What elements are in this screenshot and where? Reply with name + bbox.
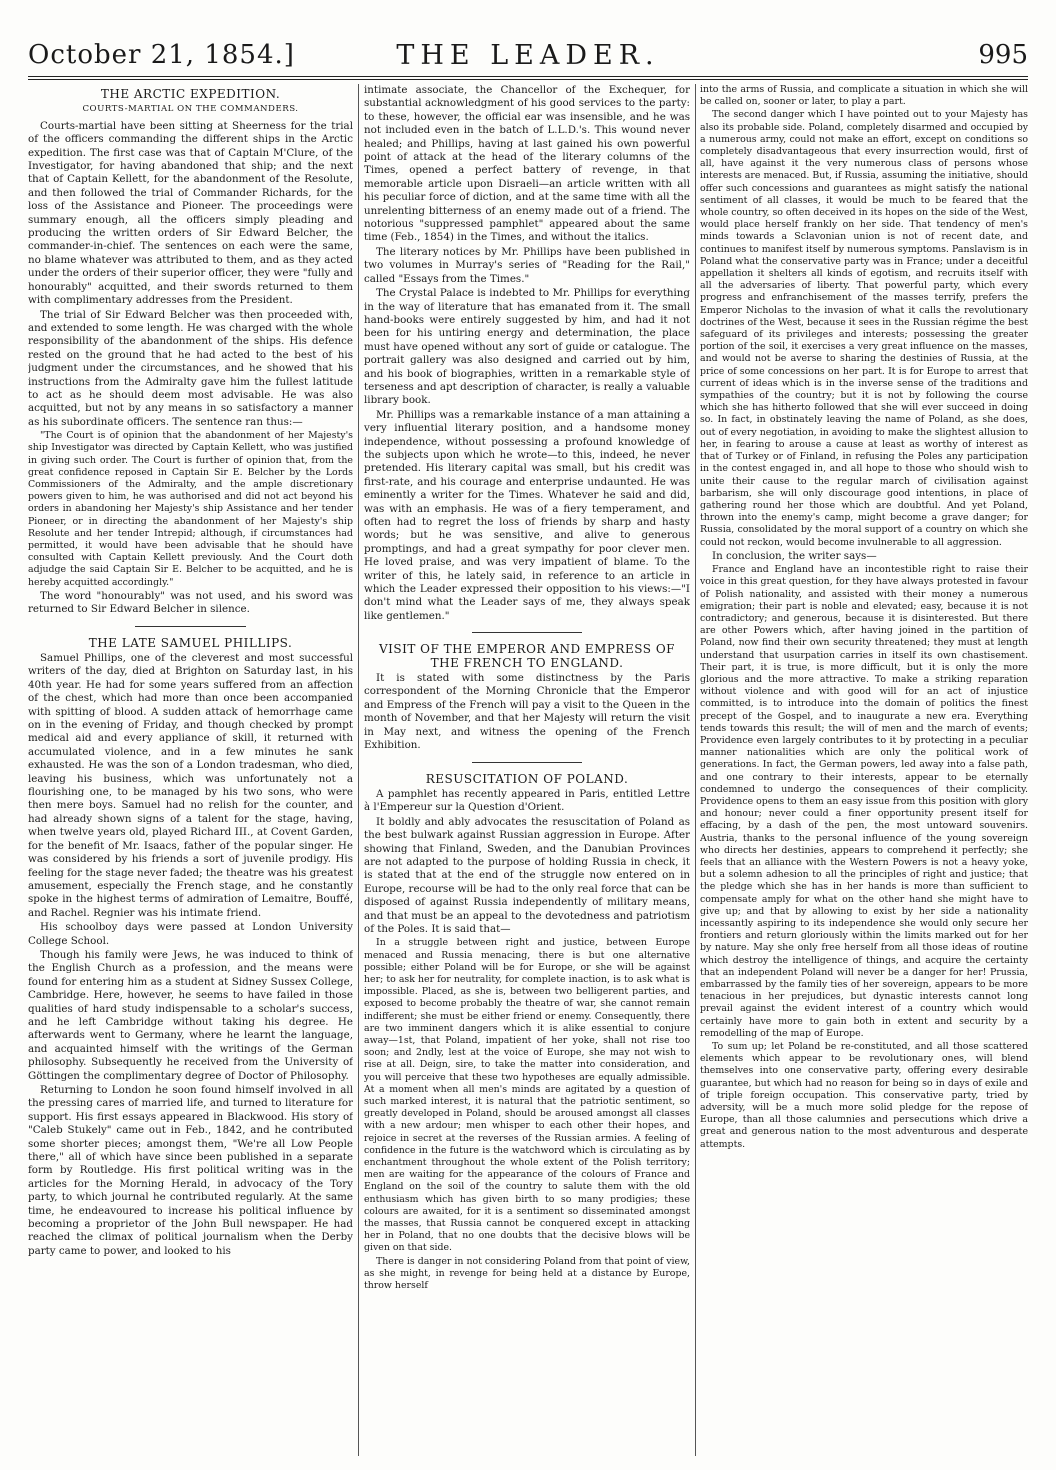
article-paragraph: It boldly and ably advocates the resuscitation of Poland as the best bulwark against Russian aggression in Europe. After showing that Finland, Sweden, and the Danubian Provinces are not adapted to the purpose of holding Russia in check, it is stated that at the end of the struggle now entered on in Europe, recourse will be had to the only real force that can be disposed of against Russia independently of military means, and that must be an appeal to the devotedness and patriotism of the Poles. It is said that— <box>364 815 690 935</box>
article-separator <box>472 632 583 633</box>
article-paragraph: intimate associate, the Chancellor of the Exchequer, for substantial acknowledgment of his good services to the party: to these, however, the official ear was insensible, and he was not included even in the batch of L.L.D.'s. This wound never healed; and Phillips, having at last gained his own powerful point of attack at the head of the literary columns of the Times, opened a perfect battery of revenge, in that memorable article upon Disraeli—an article written with all his peculiar force of diction, and at the same time with all the unrelenting bitterness of an enemy made out of a friend. The notorious "suppressed pamphlet" appeared about the same time (Feb., 1854) in the Times, and without the italics. <box>364 84 690 244</box>
article-separator <box>135 626 246 627</box>
article-paragraph: Samuel Phillips, one of the cleverest and most successful writers of the day, died at Brighton on Saturday last, in his 40th year. He had for some years suffered from an affection of the chest, which had more than once been accompanied with spitting of blood. A sudden attack of hemorrhage came on in the evening of Friday, and though checked by prompt medical aid and every appliance of skill, it returned with accumulated violence, and in a few minutes he sank exhausted. He was the son of a London tradesman, who died, leaving his business, which was unfortunately not a flourishing one, to be managed by his two sons, who were then mere boys. Samuel had no relish for the counter, and had already shown signs of a talent for the stage, having, when twelve years old, played Richard III., at Covent Garden, for the benefit of Mr. Isaacs, father of the popular singer. He was considered by his friends a sort of juvenile prodigy. His feeling for the stage never faded; the theatre was his greatest amusement, especially the French stage, and he constantly spoke in the highest terms of admiration of Lemaitre, Bouffé, and Rachel. Regnier was his intimate friend. <box>28 652 353 919</box>
quoted-extract: into the arms of Russia, and complicate a situation in which she will be called on, sooner or later, to play a part. <box>700 84 1028 108</box>
article-paragraph: The word "honourably" was not used, and his sword was returned to Sir Edward Belcher in silence. <box>28 589 353 616</box>
article-paragraph: The Crystal Palace is indebted to Mr. Phillips for everything in the way of literature that has emanated from it. The small hand-books were entirely suggested by him, and had it not been for his untiring energy and determination, the place must have opened without any sort of guide or catalogue. The portrait gallery was also designed and carried out by him, and his book of biographies, written in a remarkable style of terseness and apt description of character, is really a valuable library book. <box>364 287 690 407</box>
column-3 <box>700 84 1028 1456</box>
header-rule-thin <box>28 79 1028 80</box>
page-number: 995 <box>978 40 1028 70</box>
issue-date: October 21, 1854.] <box>28 40 295 70</box>
article-title: VISIT OF THE EMPEROR AND EMPRESS OF THE FRENCH TO ENGLAND. <box>378 642 676 670</box>
quoted-extract: There is danger in not considering Poland from that point of view, as she might, in revenge for being held at a distance by Europe, throw herself <box>364 1255 690 1292</box>
article-title: THE ARCTIC EXPEDITION. <box>100 87 281 101</box>
article-paragraph: The trial of Sir Edward Belcher was then proceeded with, and extended to some length. He was charged with the whole responsibility of the abandonment of the ships. His defence rested on the ground that he had acted to the best of his judgment under the circumstances, and he showed that his instructions from the Admiralty gave him the fullest latitude to act as he should deem most advisable. He was also acquitted, but not by any means in so satisfactory a manner as his subordinate officers. The sentence ran thus:— <box>28 308 353 428</box>
quoted-extract: France and England have an incontestible right to raise their voice in this great question, for they have always protested in favour of Polish nationality, and assisted with their money a numerous emigration; their part is noble and elevated; easy, because it is not contradictory; and generous, because it is disinterested. But there are other Powers which, after having joined in the partition of Poland, now find their own security threatened; they must at length understand that usurpation carries in itself its own chastisement. Their part, it is true, is more difficult, but it is only the more glorious and the more attractive. To make a striking reparation without violence and with good will for an act of injustice committed, is to introduce into the domain of politics the finest precept of the Gospel, and to inaugurate a new era. Everything tends towards this result; the will of men and the march of events; Providence even largely contributes to it by protecting in a peculiar manner nationalities which are only the political work of generations. In fact, the German powers, led away into a false path, and one contrary to their interests, appear to be eternally condemned to undergo the consequences of their complicity. Providence opens to them an easy issue from this position with glory and honour; never could a finer opportunity present itself for effacing, by a dash of the pen, the most untoward souvenirs. Austria, thanks to the personal influence of the young sovereign who directs her destinies, appears to comprehend it perfectly; she feels that an alliance with the Western Powers is not a heavy yoke, but a solemn adhesion to all the principles of right and justice; that the pledge which she has in her hands is more than sufficient to compensate amply for what on the other hand she might have to give up; and that by allowing to exist by her side a nationality incessantly aspiring to its independence she would only secure her frontiers and return gloriously within the limits marked out for her by nature. May she only free herself from all those ideas of routine which destroy the intelligence of things, and acquire the certainty that an independent Poland will never be a danger for her! Prussia, embarrassed by the family ties of her sovereign, appears to be more tenacious in her prejudices, but dynastic interests cannot long prevail against the evident interest of a country which would certainly have more to gain both in extent and security by a remodelling of the map of Europe. <box>700 564 1028 1039</box>
quoted-sentence: "The Court is of opinion that the abandonment of her Majesty's ship Investigator was directed by Captain Kellett, who was justified in giving such order. The Court is further of opinion that, from the great confidence reposed in Captain Sir E. Belcher by the Lords Commissioners of the Admiralty, and the ample discretionary powers given to him, he was authorised and did not act beyond his orders in abandoning her Majesty's ship Assistance and her tender Pioneer, or in directing the abandonment of her Majesty's ship Resolute and her tender Intrepid; although, if circumstances had permitted, it would have been advisable that he should have consulted with Captain Kellett previously. And the Court doth adjudge the said Captain Sir E. Belcher to be acquitted, and he is hereby acquitted accordingly." <box>28 430 353 588</box>
quoted-extract: The second danger which I have pointed out to your Majesty has also its probable side. Poland, completely disarmed and occupied by a numerous army, could not make an effort, except on conditions so completely disadvantageous that every insurrection would, first of all, have against it the very numerous class of persons whose interests are menaced. But, if Russia, assuming the initiative, should offer such concessions and guarantees as might satisfy the national sentiment of all classes, it would be much to be feared that the whole country, so often deceived in its hopes on the side of the West, would place herself frankly on her side. That tendency of men's minds towards a Sclavonian union is not of recent date, and continues to manifest itself by numerous symptoms. Panslavism is in Poland what the conservative party was in France; under a deceitful appellation it shelters all kinds of egotism, and recruits itself with all the adversaries of liberty. That powerful party, which every progress and enfranchisement of the masses terrify, prefers the Emperor Nicholas to the invasion of what it calls the revolutionary doctrines of the West, because it sees in the Russian régime the best safeguard of its privileges and interests; possessing the greater portion of the soil, it exercises a very great influence on the masses, and would not be averse to sharing the destinies of Russia, at the price of some concessions on her part. It is for Europe to arrest that current of ideas which is in the inverse sense of the traditions and sympathies of the country; but it is not by following the course which she has hitherto followed that she will ever succeed in doing so. In fact, in obstinately leaving the name of Poland, as she does, out of every negotiation, in avoiding to make the slightest allusion to her, in fearing to arouse a cause at least as worthy of interest as that of Turkey or of Finland, in refusing the Poles any participation in the contest engaged in, and all hope to those who should wish to unite their cause to the regular march of civilisation against barbarism, she will only discourage good intentions, in place of gathering round her those which are doubtful. And yet Poland, thrown into the enemy's camp, might become a grave danger; for Russia, consolidated by the moral support of a country on which she could not reckon, would become invulnerable to all aggression. <box>700 109 1028 548</box>
quoted-extract: In a struggle between right and justice, between Europe menaced and Russia menacing, there is but one alternative possible; either Poland will be for Europe, or she will be against her; to ask her for neutrality, for complete inaction, is to ask what is impossible. Placed, as she is, between two belligerent parties, and exposed to become probably the theatre of war, she cannot remain indifferent; she must be either friend or enemy. Consequently, there are two imminent dangers which it is alike essential to conjure away—1st, that Poland, impatient of her yoke, shall not rise too soon; and 2ndly, lest at the voice of Europe, she may not wish to rise at all. Deign, sire, to take the matter into consideration, and you will perceive that these two hypotheses are equally admissible. At a moment when all men's minds are agitated by a question of such marked interest, it is natural that the patriotic sentiment, so greatly developed in Poland, should be aroused amongst all classes with a new ardour; men whisper to each other their hopes, and rejoice in secret at the reverses of the Russian armies. A feeling of confidence in the future is the watchword which is circulating as by enchantment throughout the whole extent of the Polish territory; men are waiting for the appearance of the colours of France and England on the soil of the country to salute them with the old enthusiasm which has given birth to so many prodigies; these colours are awaited, for it is a sentiment so disseminated amongst the masses, that Russia cannot be conquered except in attacking her in Poland, that no one doubts that the decisive blows will be given on that side. <box>364 937 690 1254</box>
article-paragraph: Mr. Phillips was a remarkable instance of a man attaining a very influential literary position, and a handsome money independence, without possessing a profound knowledge of the subjects upon which he wrote—to this, indeed, he never pretended. His literary capital was small, but his credit was first-rate, and his courage and enterprise undaunted. He was eminently a writer for the Times. Whatever he said and did, was with an emphasis. He was of a fiery temperament, and often had to regret the loss of friends by sharp and hasty words; but he was sensitive, and alive to generous promptings, and had a great sympathy for poor clever men. He loved praise, and was very impatient of blame. To the writer of this, he lately said, in reference to an article in which the Leader expressed their opposition to his views:—"I don't mind what the Leader says of me, they always speak like gentlemen." <box>364 408 690 622</box>
article-paragraph: In conclusion, the writer says— <box>712 549 877 562</box>
article-paragraph: It is stated with some distinctness by the Paris correspondent of the Morning Chronicle that the Emperor and Empress of the French will pay a visit to the Queen in the month of November, and that her Majesty will return the visit in May next, and witness the opening of the French Exhibition. <box>364 672 690 752</box>
quoted-extract: To sum up; let Poland be re-constituted, and all those scattered elements which appear to be revolutionary ones, will blend themselves into one conservative party, offering every desirable guarantee, but which had no reason for being so in days of exile and of triple foreign occupation. This conservative party, tried by adversity, will be a much more solid pledge for the repose of Europe, than all those calumnies and persecutions which drive a great and generous nation to the most adventurous and desperate attempts. <box>700 1041 1028 1150</box>
article-separator <box>472 762 583 763</box>
masthead <box>28 40 1028 74</box>
article-paragraph: The literary notices by Mr. Phillips have been published in two volumes in Murray's series of "Reading for the Rail," called "Essays from the Times." <box>364 245 690 285</box>
article-paragraph: Returning to London he soon found himself involved in all the pressing cares of married life, and turned to literature for support. His first essays appeared in Blackwood. His story of "Caleb Stukely" came out in Feb., 1842, and he contributed some shorter pieces; amongst them, "We're all Low People there," all of which have since been published in a separate form by Routledge. His first political writing was in the articles for the Morning Herald, in advocacy of the Tory party, to which journal he contributed regularly. At the same time, he endeavoured to increase his political influence by becoming a proprietor of the John Bull newspaper. He had reached the climax of political journalism when the Derby party came to power, and looked to his <box>28 1084 353 1257</box>
article-title: THE LATE SAMUEL PHILLIPS. <box>88 635 293 650</box>
article-paragraph: Courts-martial have been sitting at Sheerness for the trial of the officers commanding the different ships in the Arctic expedition. The first case was that of Captain M'Clure, of the Investigator, for having abandoned that ship; and the next that of Captain Kellett, for the abandonment of the Resolute, and then followed the trial of Commander Richards, for the loss of the Assistance and Pioneer. The proceedings were summary enough, all the officers simply pleading and producing the written orders of Sir Edward Belcher, the commander-in-chief. The sentences on each were the same, no blame whatever was attributed to them, and as they acted under the orders of their superior officer, they were "fully and honourably" acquitted, and their swords returned to them with complimentary addresses from the President. <box>28 119 353 307</box>
column-1 <box>28 84 353 1456</box>
article-paragraph: His schoolboy days were passed at London University College School. <box>28 921 353 947</box>
article-paragraph: A pamphlet has recently appeared in Paris, entitled Lettre à l'Empereur sur la Question d'Orient. <box>364 787 690 814</box>
column-divider <box>358 84 359 1456</box>
header-rule <box>28 76 1028 77</box>
article-subtitle: COURTS-MARTIAL ON THE COMMANDERS. <box>82 104 299 115</box>
article-title: RESUSCITATION OF POLAND. <box>425 771 629 786</box>
newspaper-title: THE LEADER. <box>396 40 660 71</box>
article-paragraph: Though his family were Jews, he was induced to think of the English Church as a profession, and the means were found for entering him as a student at Sidney Sussex College, Cambridge. Here, however, he seems to have failed in those qualities of hard study indispensable to a scholar's success, and he left Cambridge without taking his degree. He afterwards went to Germany, where he learnt the language, and acquainted himself with the writings of the German philosophy. Subsequently he received from the University of Göttingen the complimentary degree of Doctor of Philosophy. <box>28 948 353 1082</box>
column-divider <box>695 84 696 1456</box>
column-2 <box>364 84 690 1456</box>
